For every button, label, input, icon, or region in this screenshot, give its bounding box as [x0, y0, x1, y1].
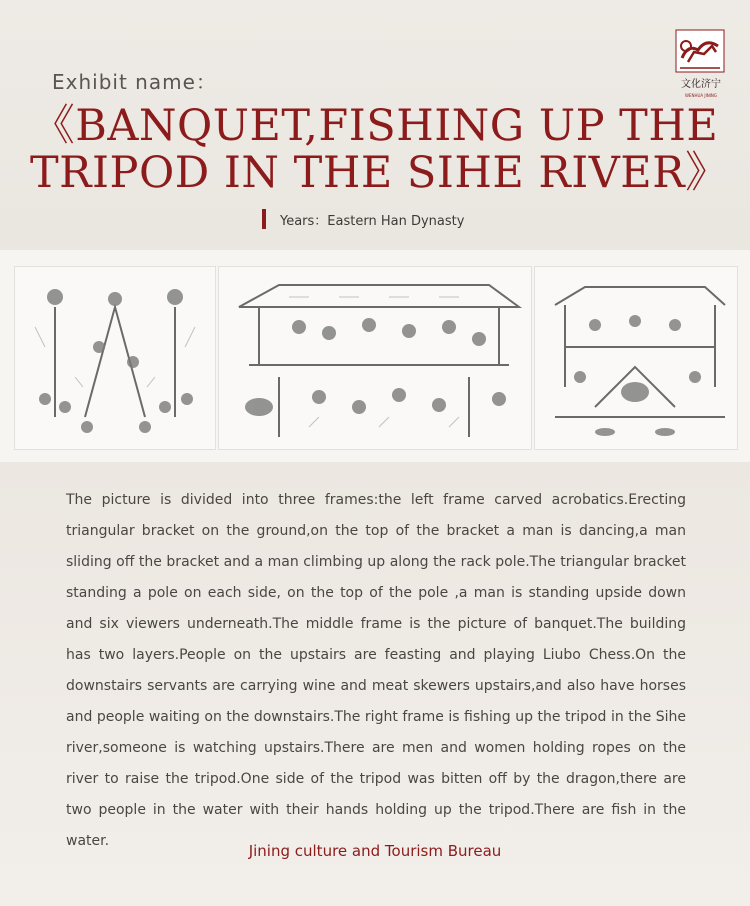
banquet-relief-image [219, 267, 531, 449]
publisher-credit: Jining culture and Tourism Bureau [248, 842, 502, 860]
years-line [262, 208, 464, 230]
relief-panel-right-fishing-tripod [534, 266, 738, 450]
relief-panel-left-acrobatics [14, 266, 216, 450]
exhibit-description: The picture is divided into three frames:the left frame carved acrobatics.Erecting triangular bracket on the ground,on the top of the bracket a man is dancing,a man sliding off the bracket and a man climbing up along the rack pole.The triangular bracket standing a pole on each side, on the top of the pole ,a man is standing upside down and six viewers underneath.The middle frame is the picture of banquet.The building has two layers.People on the upstairs are feasting and playing Liubo Chess.On the downstairs servants are carrying wine and meat skewers upstairs,and also have horses and people waiting on the downstairs.The right frame is fishing up the tripod in the Sihe river,someone is watching upstairs.There are men and women holding ropes on the river to raise the tripod.One side of the tripod was bitten off by the dragon,there are two people in the water with their hands holding up the tripod.There are fish in the water. [66, 492, 686, 849]
svg-text:WENHUA JINING: WENHUA JINING [684, 93, 718, 98]
years-marker-bar [262, 209, 266, 229]
svg-text:文化济宁: 文化济宁 [681, 79, 721, 90]
exhibit-title: 《BANQUET,FISHING UP THE TRIPOD IN THE SIHE RIVER》 [30, 101, 729, 198]
jining-culture-logo [668, 28, 734, 100]
fishing-tripod-relief-image [535, 267, 737, 449]
exhibit-name-label: Exhibit name： [52, 70, 217, 94]
acrobatics-relief-image [15, 267, 215, 449]
relief-panel-middle-banquet [218, 266, 532, 450]
years-text: Years：Eastern Han Dynasty [280, 213, 465, 229]
